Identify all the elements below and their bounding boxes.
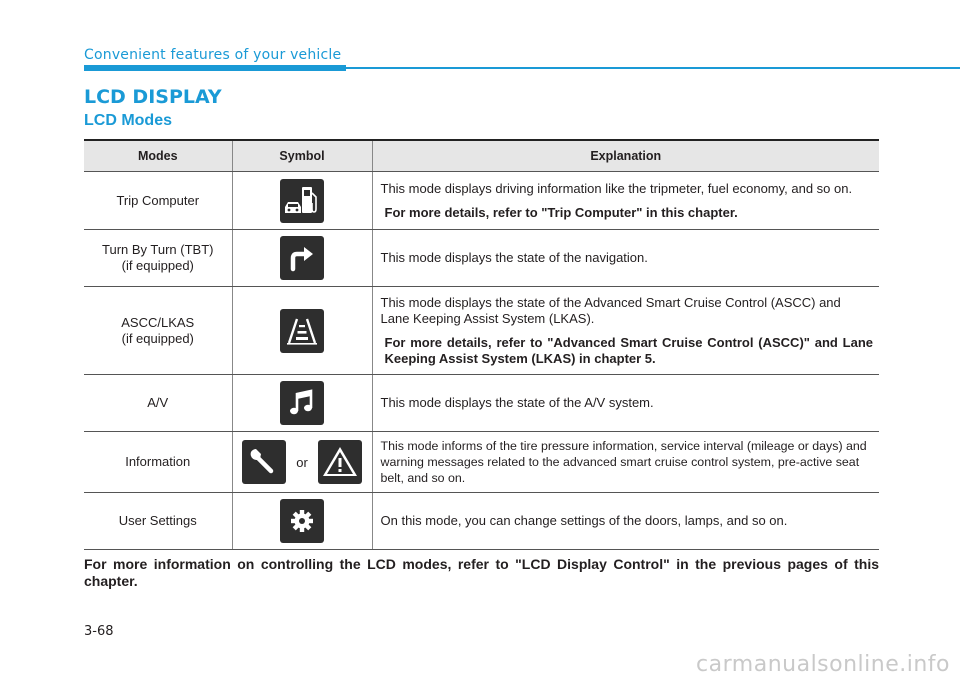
fuel-pump-car-icon: [280, 179, 324, 223]
lcd-modes-table: [84, 139, 879, 550]
watermark: carmanualsonline.info: [696, 652, 950, 677]
or-label: or: [296, 454, 308, 470]
subsection-title: LCD Modes: [84, 112, 172, 129]
mode-name: Information: [125, 454, 191, 469]
table-row-trip-computer: [84, 172, 879, 230]
header-bar: [84, 65, 346, 71]
table-row-information: [84, 432, 879, 493]
footer-note: For more information on controlling the LCD modes, refer to "LCD Display Control" in the previous pages of this chapter.: [84, 556, 879, 589]
explanation-text: This mode informs of the tire pressure information, service interval (mileage or days) and warning messages related to the advanced smart cruise control system, pre-active seat belt, and so on.: [380, 439, 867, 485]
explanation-text: This mode displays the state of the Advanced Smart Cruise Control (ASCC) and Lane Keeping Assist System (LKAS).: [380, 294, 841, 326]
turn-arrow-icon: [280, 236, 324, 280]
mode-name: Turn By Turn (TBT): [102, 242, 214, 257]
music-note-icon: [280, 381, 324, 425]
column-header-explanation: Explanation: [372, 140, 879, 172]
explanation-text: This mode displays driving information like the tripmeter, fuel economy, and so on.: [380, 180, 853, 196]
symbol-cell: [232, 493, 372, 550]
table-row-ascc-lkas: [84, 287, 879, 375]
symbol-cell: [232, 287, 372, 375]
explanation-text: On this mode, you can change settings of the doors, lamps, and so on.: [380, 513, 788, 528]
header-line: [346, 67, 960, 69]
reference-text: For more details, refer to "Advanced Smart Cruise Control (ASCC)" and Lane Keeping Assist System (LKAS) in chapter 5.: [384, 334, 873, 366]
table-header-row: [84, 140, 879, 172]
mode-cell: [84, 493, 232, 550]
reference-text: For more details, refer to "Trip Computer" in this chapter.: [384, 204, 738, 220]
explanation-cell: [372, 172, 879, 230]
page-number: 3-68: [84, 624, 114, 639]
explanation-text: This mode displays the state of the A/V system.: [380, 395, 654, 410]
table-row-user-settings: [84, 493, 879, 550]
column-header-symbol: Symbol: [232, 140, 372, 172]
explanation-cell: [372, 493, 879, 550]
mode-cell: [84, 287, 232, 375]
symbol-cell: [232, 172, 372, 230]
symbol-cell: [232, 230, 372, 287]
mode-name: ASCC/LKAS: [121, 314, 195, 330]
section-title: LCD DISPLAY: [84, 86, 222, 108]
mode-name: Trip Computer: [116, 192, 200, 208]
explanation-text: This mode displays the state of the navigation.: [380, 250, 648, 265]
header-title: Convenient features of your vehicle: [84, 47, 342, 63]
column-header-modes: Modes: [84, 140, 232, 172]
mode-note: (if equipped): [121, 330, 194, 346]
mode-cell: [84, 230, 232, 287]
explanation-cell: [372, 432, 879, 493]
mode-name: User Settings: [118, 513, 197, 528]
mode-name: A/V: [147, 395, 169, 410]
wrench-icon: [242, 440, 286, 484]
symbol-cell: [232, 432, 372, 493]
mode-cell: [84, 172, 232, 230]
symbol-cell: [232, 375, 372, 432]
table-row-tbt: [84, 230, 879, 287]
explanation-cell: [372, 230, 879, 287]
explanation-cell: [372, 375, 879, 432]
mode-cell: [84, 375, 232, 432]
mode-note: (if equipped): [121, 258, 194, 273]
warning-triangle-icon: [318, 440, 362, 484]
table-row-av: [84, 375, 879, 432]
explanation-cell: [372, 287, 879, 375]
lane-assist-icon: [280, 309, 324, 353]
gear-icon: [280, 499, 324, 543]
mode-cell: [84, 432, 232, 493]
